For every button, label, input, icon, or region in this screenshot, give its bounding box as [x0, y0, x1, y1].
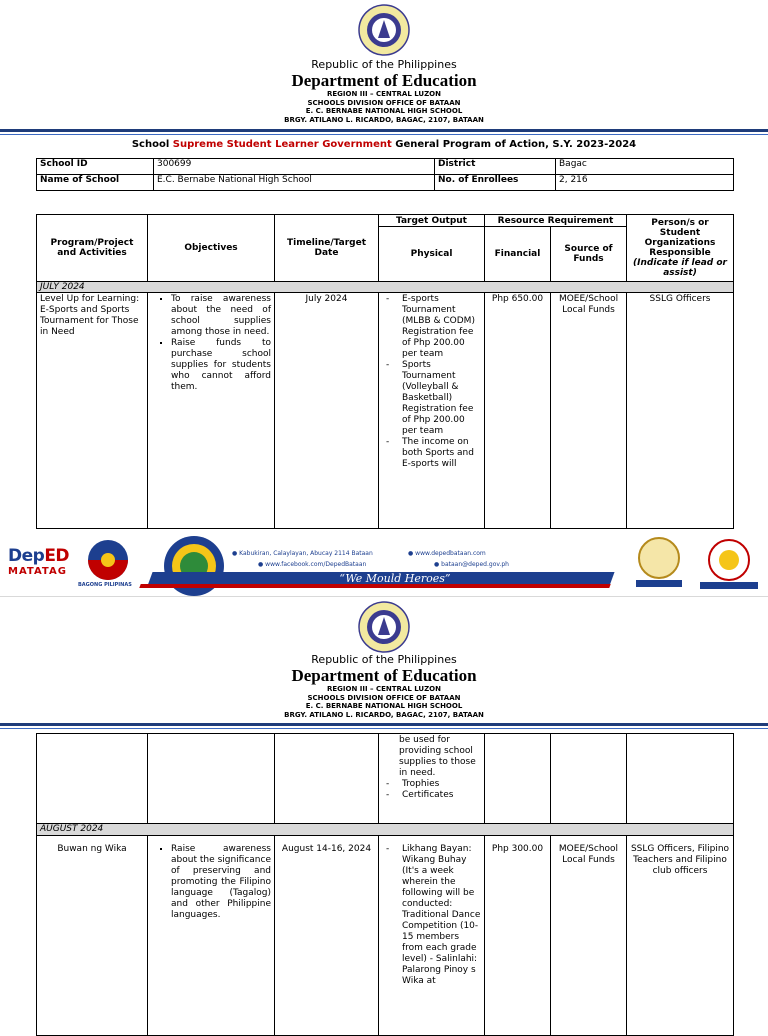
- award-badge-icon: [700, 538, 758, 590]
- physical-cell: [379, 734, 485, 824]
- list-item: - The income on both Sports and E-sports will: [402, 437, 481, 470]
- source-cell: MOEE/School Local Funds: [551, 836, 627, 1036]
- responsible-cell: SSLG Officers, Filipino Teachers and Filipino club officers: [627, 836, 734, 1036]
- enrollees-label: No. of Enrollees: [435, 175, 556, 191]
- school-info-table: [36, 158, 734, 191]
- bagong-pilipinas-text: BAGONG PILIPINAS: [78, 582, 132, 588]
- deped-logo-text-b: ED: [44, 546, 70, 566]
- list-item: ▪ Raise funds to purchase school supplies for students who cannot afford them.: [171, 338, 271, 393]
- program-table: [36, 214, 734, 529]
- division-text: SCHOOLS DIVISION OFFICE OF BATAAN: [307, 693, 461, 702]
- col-program: Program/Project and Activities: [37, 215, 148, 282]
- matatag-text: MATATAG: [8, 566, 67, 577]
- timeline-cell: August 14-16, 2024: [275, 836, 379, 1036]
- col-timeline: Timeline/Target Date: [275, 215, 379, 282]
- letterhead: [0, 58, 768, 124]
- month-row: [37, 282, 734, 293]
- school-seal-icon: [162, 534, 226, 598]
- deped-logo: [8, 546, 69, 577]
- address-text: BRGY. ATILANO L. RICARDO, BAGAC, 2107, BATAAN: [284, 115, 484, 124]
- col-resource: Resource Requirement: [485, 215, 627, 227]
- financial-cell: Php 650.00: [485, 293, 551, 529]
- source-cell: MOEE/School Local Funds: [551, 293, 627, 529]
- col-responsible: [627, 215, 734, 282]
- page-footer: [0, 530, 768, 594]
- physical-cell: [379, 293, 485, 529]
- col-responsible-note: (Indicate if lead or assist): [633, 258, 727, 278]
- header-rule-thin: [0, 728, 768, 729]
- table-row: [37, 836, 734, 1036]
- program-cell: [37, 734, 148, 824]
- table-row: [37, 175, 734, 191]
- physical-cell: [379, 836, 485, 1036]
- enrollees-value: 2, 216: [556, 175, 734, 191]
- district-value: Bagac: [556, 159, 734, 175]
- month-row: [37, 824, 734, 836]
- list-item: ▪ Raise awareness about the significance of preserving and promoting the Filipino language (Tagalog) and other Philippine languages.: [171, 844, 271, 921]
- header-rule-thin: [0, 134, 768, 135]
- contact-website: [408, 550, 486, 557]
- district-label: District: [435, 159, 556, 175]
- contact-address: [232, 550, 373, 557]
- month-label: JULY 2024: [37, 282, 734, 293]
- region-text: REGION III – CENTRAL LUZON: [327, 90, 441, 98]
- school-name-value: E.C. Bernabe National High School: [154, 175, 435, 191]
- email-text: bataan@deped.gov.ph: [441, 561, 509, 568]
- col-source: Source of Funds: [551, 227, 627, 282]
- school-id-value: 300699: [154, 159, 435, 175]
- table-row: [37, 734, 734, 824]
- table-row: [37, 293, 734, 529]
- school-text: E. C. BERNABE NATIONAL HIGH SCHOOL: [305, 702, 463, 710]
- col-objectives: Objectives: [148, 215, 275, 282]
- deped-seal-icon: [358, 4, 410, 56]
- financial-cell: Php 300.00: [485, 836, 551, 1036]
- program-cell: Level Up for Learning: E-Sports and Sports Tournament for Those in Need: [37, 293, 148, 529]
- address-text: BRGY. ATILANO L. RICARDO, BAGAC, 2107, BATAAN: [284, 710, 484, 719]
- table-row: [37, 159, 734, 175]
- school-text: E. C. BERNABE NATIONAL HIGH SCHOOL: [305, 107, 463, 115]
- objectives-cell: [148, 293, 275, 529]
- motto: “We Mould Heroes”: [339, 572, 451, 585]
- financial-cell: [485, 734, 551, 824]
- letterhead: [0, 653, 768, 719]
- contact-email: [434, 561, 509, 568]
- month-label: AUGUST 2024: [37, 824, 734, 836]
- responsible-cell: [627, 734, 734, 824]
- plan-title: [0, 139, 768, 150]
- list-item: - Likhang Bayan: Wikang Buhay (It's a week wherein the following will be conducted: Traditional Dance Competition (10-15 members from each grade level) - Salinlahi: Palarong Pinoy s Wika at: [402, 844, 481, 987]
- plan-title-org: Supreme Student Learner Government: [172, 139, 392, 150]
- location-icon: ●: [232, 550, 238, 557]
- header-rule: [0, 129, 768, 132]
- division-text: SCHOOLS DIVISION OFFICE OF BATAAN: [307, 98, 461, 107]
- facebook-icon: ●: [258, 561, 264, 568]
- list-item: - E-sports Tournament (MLBB & CODM) Registration fee of Php 200.00 per team: [402, 294, 481, 360]
- physical-continued: be used for providing school supplies to those in need.: [399, 735, 476, 778]
- timeline-cell: [275, 734, 379, 824]
- program-table-continued: [36, 733, 734, 1036]
- award-seal-icon: [636, 536, 682, 588]
- globe-icon: ●: [408, 550, 414, 557]
- republic-text: Republic of the Philippines: [311, 58, 457, 71]
- website-text: www.depedbataan.com: [415, 550, 486, 557]
- school-name-label: Name of School: [37, 175, 154, 191]
- list-item: - Certificates: [402, 790, 481, 801]
- header-rule: [0, 723, 768, 726]
- timeline-cell: July 2024: [275, 293, 379, 529]
- republic-text: Republic of the Philippines: [311, 653, 457, 666]
- col-physical: Physical: [379, 227, 485, 282]
- deped-logo-text-a: Dep: [8, 546, 45, 566]
- department-title: Department of Education: [291, 71, 477, 90]
- school-id-label: School ID: [37, 159, 154, 175]
- facebook-text: www.facebook.com/DepedBataan: [265, 561, 367, 568]
- col-target-output: Target Output: [379, 215, 485, 227]
- objectives-cell: [148, 836, 275, 1036]
- header-row: [37, 215, 734, 227]
- plan-title-suffix: General Program of Action, S.Y. 2023-2024: [395, 139, 637, 150]
- email-icon: ●: [434, 561, 440, 568]
- address-text: Kabukiran, Calaylayan, Abucay 2114 Bataan: [239, 550, 373, 557]
- region-text: REGION III – CENTRAL LUZON: [327, 685, 441, 693]
- source-cell: [551, 734, 627, 824]
- department-title: Department of Education: [291, 666, 477, 685]
- program-cell: Buwan ng Wika: [37, 836, 148, 1036]
- objectives-cell: [148, 734, 275, 824]
- list-item: - Sports Tournament (Volleyball & Basketball) Registration fee of Php 200.00 per team: [402, 360, 481, 437]
- responsible-cell: SSLG Officers: [627, 293, 734, 529]
- deped-seal-icon: [358, 601, 410, 653]
- col-responsible-label: Person/s or Student Organizations Responsible: [644, 218, 716, 258]
- list-item: - Trophies: [402, 779, 481, 790]
- contact-facebook: [258, 561, 366, 568]
- plan-title-prefix: School: [131, 139, 170, 150]
- list-item: ▪ To raise awareness about the need of school supplies among those in need.: [171, 294, 271, 338]
- col-financial: Financial: [485, 227, 551, 282]
